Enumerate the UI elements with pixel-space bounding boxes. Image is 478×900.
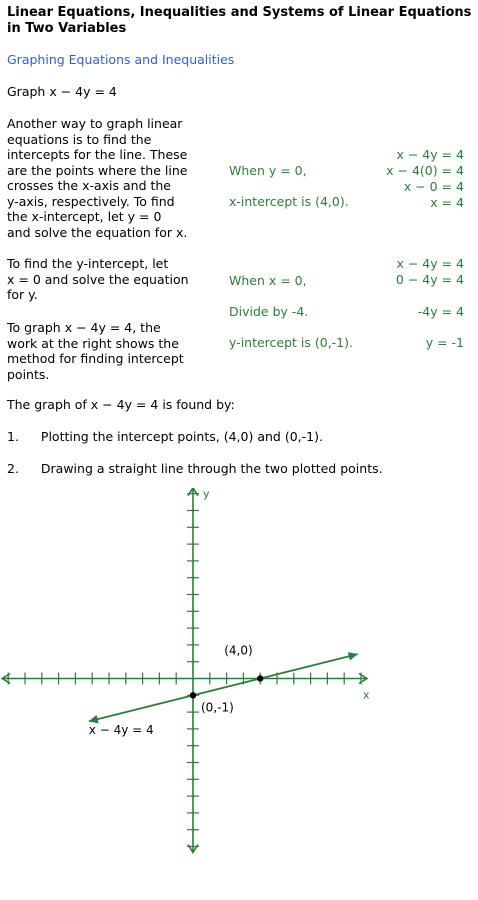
x-intercept-steps: x − 4y = 4 x − 4(0) = 4 x − 0 = 4 x = 4 [386, 147, 464, 210]
x-intercept-point [257, 675, 263, 681]
page-title: Linear Equations, Inequalities and Systems of Linear Equations in Two Variables [7, 5, 472, 36]
x-intercept-label: (4,0) [224, 643, 253, 658]
problem-statement: Graph x − 4y = 4 [7, 84, 117, 99]
section-subtitle: Graphing Equations and Inequalities [7, 52, 235, 67]
y-intercept-label: (0,-1) [201, 700, 234, 715]
when-y-zero: When y = 0, [229, 163, 307, 178]
paragraph-y-intercept: To find the y-intercept, let x = 0 and solve the equation for y. [7, 256, 189, 302]
y-intercept-point [190, 692, 196, 698]
divide-step: Divide by -4. [229, 304, 309, 319]
y-intercept-result: y-intercept is (0,-1). [229, 335, 353, 350]
y-axis-label: y [203, 488, 210, 501]
y-result: y = -1 [425, 335, 464, 350]
x-intercept-result: x-intercept is (4,0). [229, 194, 349, 209]
step-number: 2. [7, 461, 19, 476]
step-2 [7, 461, 383, 476]
y-intercept-steps: x − 4y = 4 0 − 4y = 4 [395, 256, 464, 287]
x-axis-label: x [363, 688, 370, 702]
line-equation-label: x − 4y = 4 [88, 722, 154, 737]
paragraph-graph-method: To graph x − 4y = 4, the work at the right shows the method for finding intercept points. [7, 320, 184, 382]
step-text: Drawing a straight line through the two plotted points. [40, 461, 383, 476]
when-x-zero: When x = 0, [229, 273, 307, 288]
graph-found-text: The graph of x − 4y = 4 is found by: [7, 397, 235, 412]
divide-result: -4y = 4 [417, 304, 464, 319]
intercept-graph [0, 488, 478, 878]
graph-line-arrow-right [348, 652, 358, 660]
step-text: Plotting the intercept points, (4,0) and (0,-1). [40, 429, 323, 444]
step-number: 1. [7, 429, 19, 444]
paragraph-x-intercept: Another way to graph linear equations is to find the intercepts for the line. These are the points where the line crosses the x-axis and the y-axis, respectively. To find the x-intercept, let y = 0 and solve the equation for x. [7, 116, 188, 240]
step-1 [7, 429, 323, 444]
